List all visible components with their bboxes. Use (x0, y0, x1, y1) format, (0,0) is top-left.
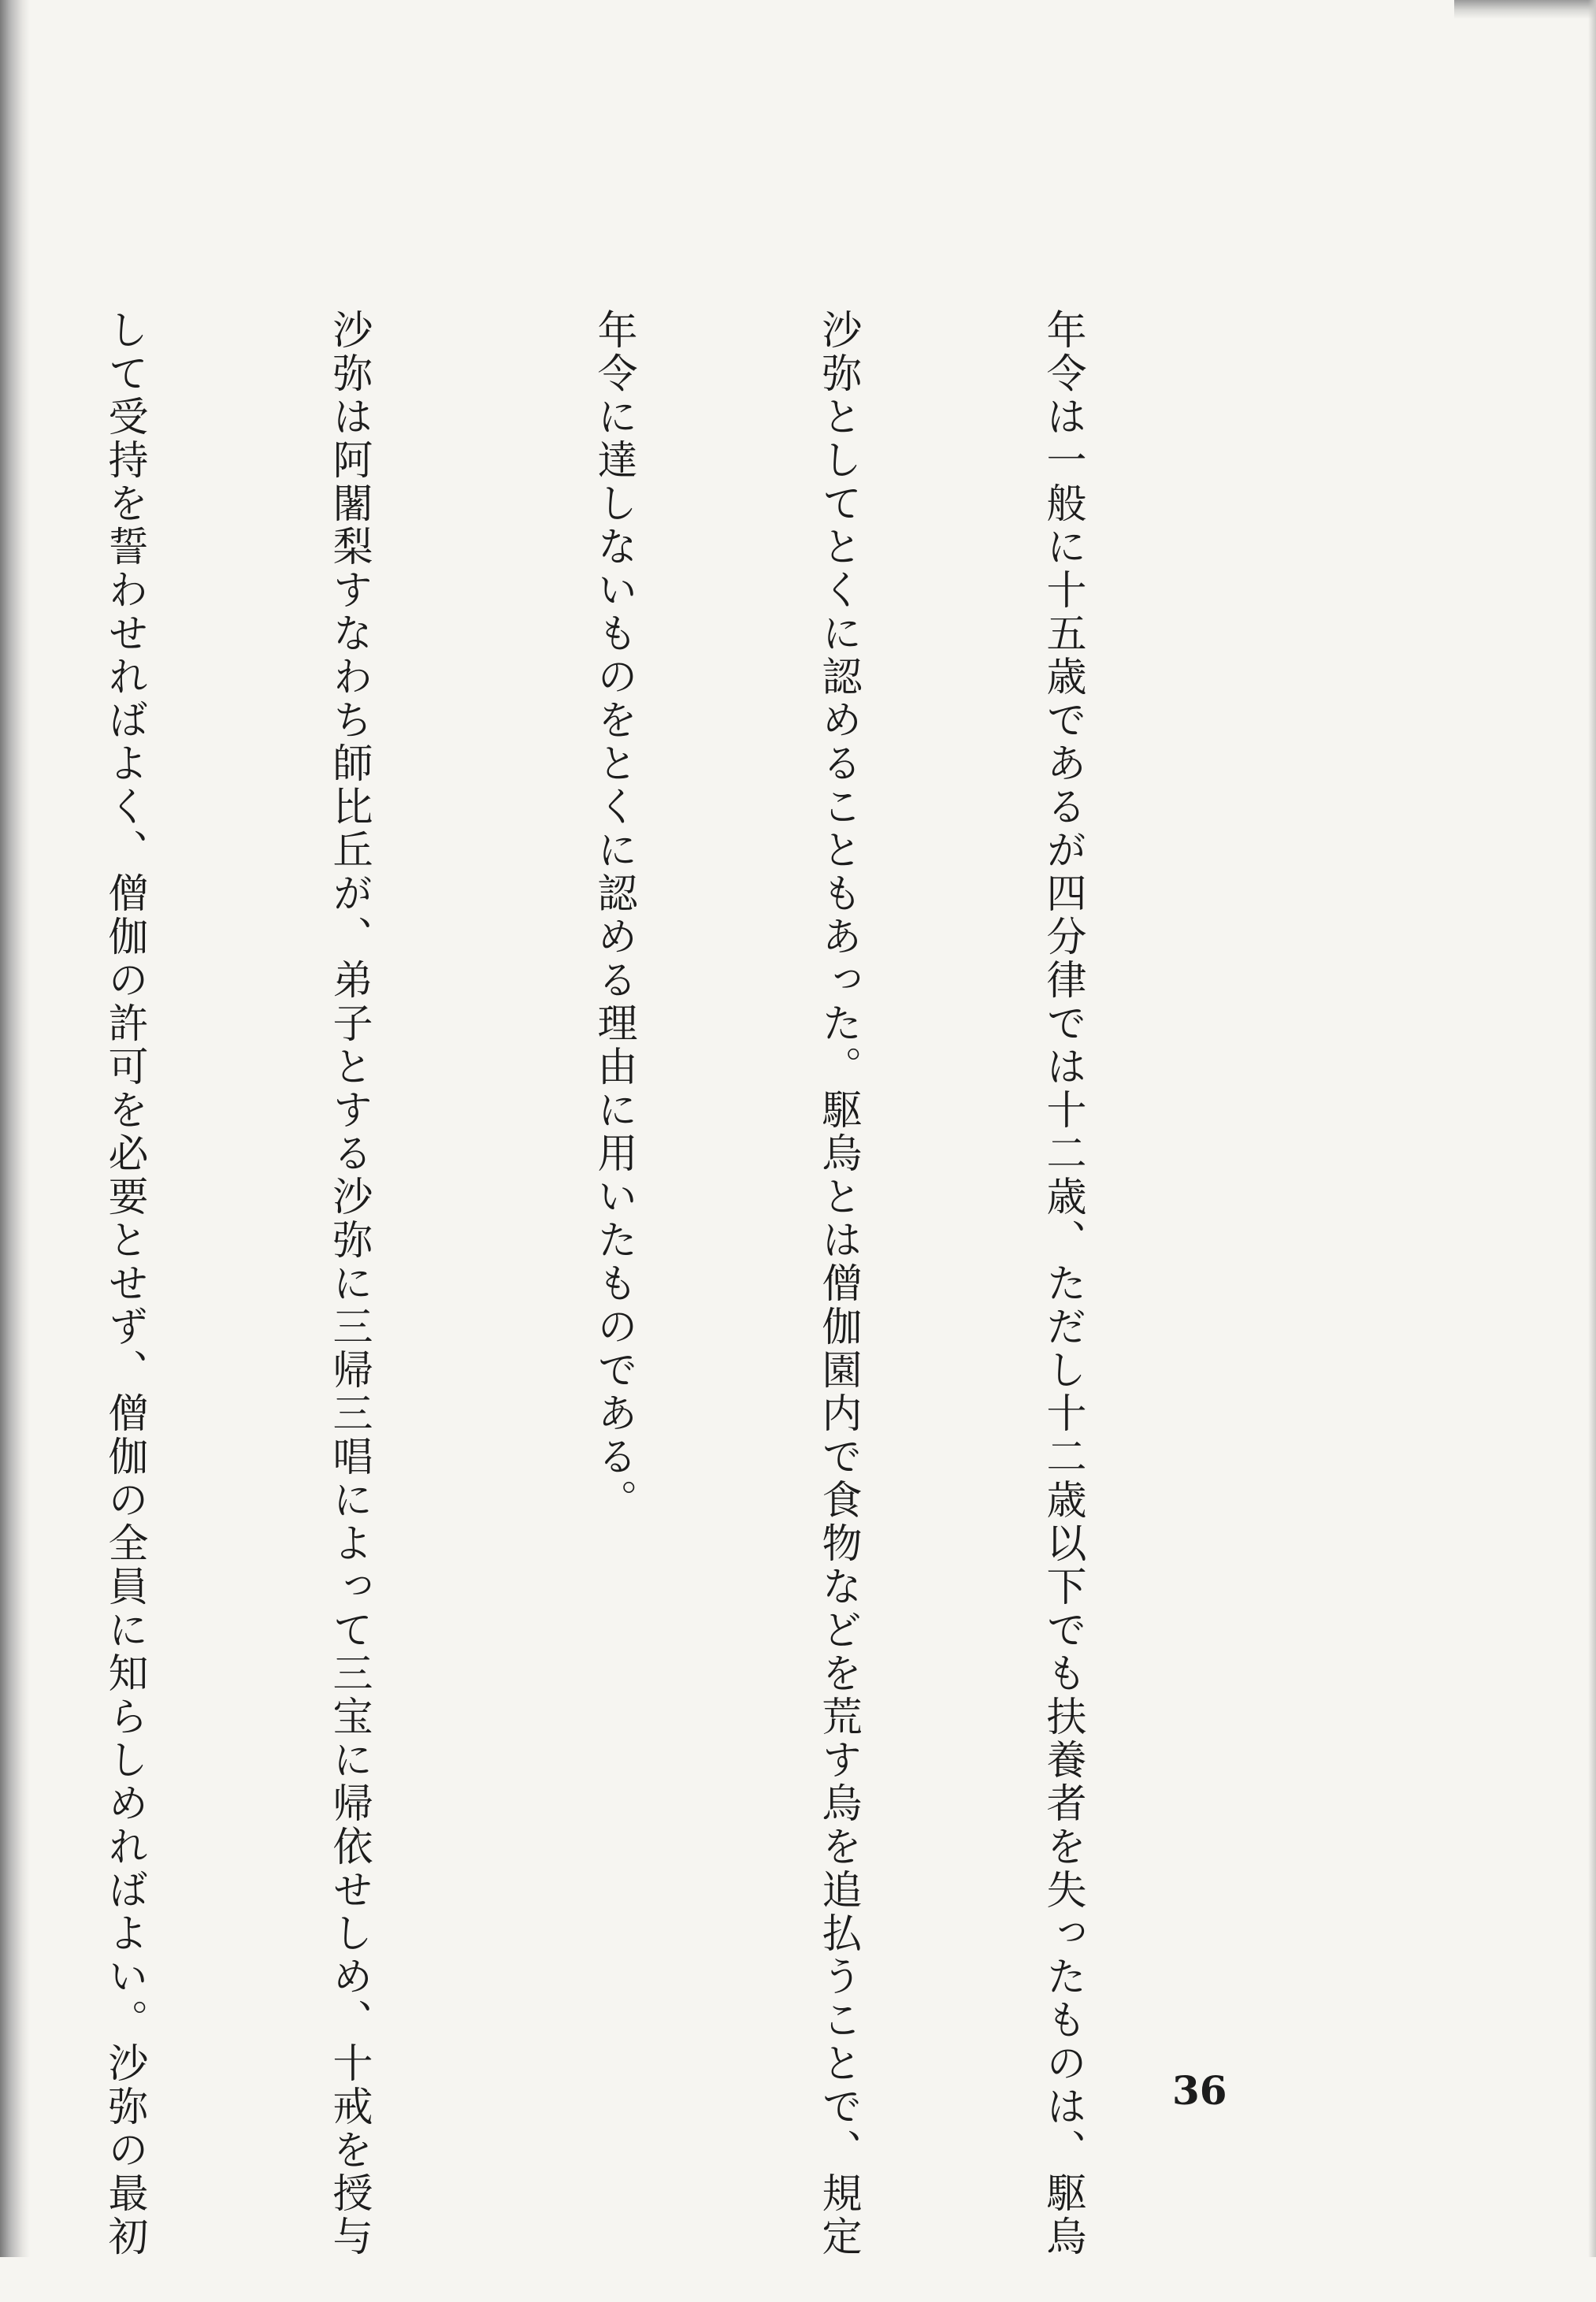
page-number: 36 (1172, 2067, 1227, 2114)
text-line-1: 年令は一般に十五歳であるが四分律では十二歳、ただし十二歳以下でも扶養者を失ったものは、駆烏 (1039, 309, 1086, 2259)
text-line-4: 沙弥は阿闍梨すなわち師比丘が、弟子とする沙弥に三帰三唱によって三宝に帰依せしめ、十戒を授与 (325, 309, 372, 2259)
text-line-3: 年令に達しないものをとくに認める理由に用いたものである。 (590, 309, 637, 1522)
scan-shadow-top-right (1454, 0, 1596, 19)
scan-shadow-right (1588, 0, 1596, 2257)
text-line-5: して受持を誓わせればよく、僧伽の許可を必要とせず、僧伽の全員に知らしめればよい。沙弥の最初 (101, 309, 147, 2259)
text-line-2: 沙弥としてとくに認めることもあった。駆烏とは僧伽園内で食物などを荒す烏を追払うことで、規定 (815, 309, 861, 2259)
